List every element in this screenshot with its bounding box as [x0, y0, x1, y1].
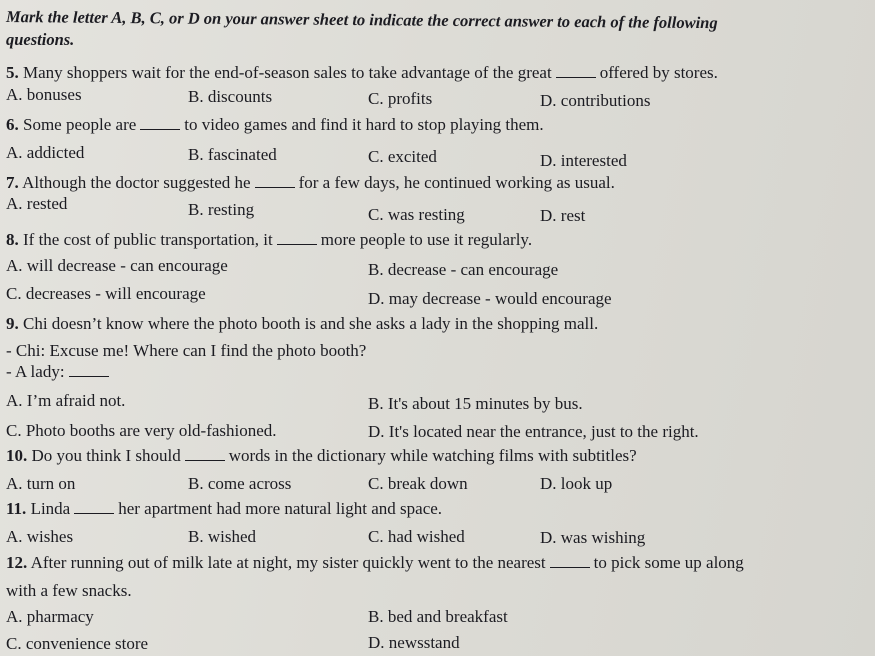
dialogue-line-lady: [6, 361, 113, 383]
option-b: B. wished: [188, 527, 256, 546]
instruction-line-2: questions.: [6, 30, 75, 49]
option-d: D. was wishing: [540, 528, 646, 547]
option-a: A. I’m afraid not.: [6, 391, 126, 410]
option-b: B. bed and breakfast: [368, 607, 508, 626]
dialogue-speaker: - A lady:: [6, 362, 65, 381]
option-c: C. break down: [368, 474, 468, 493]
question-text: After running out of milk late at night, my sister quickly went to the nearest: [30, 553, 546, 572]
option-d: D. look up: [540, 474, 613, 493]
question-6: [6, 114, 544, 136]
option-a: A. will decrease - can encourage: [6, 256, 228, 275]
question-12-continued: with a few snacks.: [6, 581, 132, 600]
question-text: If the cost of public transportation, it: [23, 230, 273, 249]
question-text: more people to use it regularly.: [320, 230, 533, 249]
question-number: 12.: [6, 553, 28, 572]
answer-blank: [185, 446, 225, 461]
option-d: D. rest: [540, 206, 586, 225]
question-text: words in the dictionary while watching films with subtitles?: [228, 446, 637, 465]
answer-blank: [255, 173, 295, 188]
answer-blank: [556, 63, 596, 78]
answer-blank: [140, 115, 180, 130]
option-b: B. decrease - can encourage: [368, 260, 559, 279]
option-b: B. resting: [188, 200, 255, 219]
question-number: 6.: [6, 115, 19, 134]
option-c: C. excited: [368, 147, 437, 166]
option-c: C. Photo booths are very old-fashioned.: [6, 421, 277, 440]
option-d: D. contributions: [540, 91, 651, 110]
question-number: 9.: [6, 314, 19, 333]
question-8: [6, 229, 532, 251]
question-text: Many shoppers wait for the end-of-season sales to take advantage of the great: [23, 63, 552, 82]
option-a: A. bonuses: [6, 85, 82, 104]
option-a: A. rested: [6, 194, 68, 213]
answer-blank: [277, 230, 317, 245]
option-c: C. convenience store: [6, 634, 149, 653]
question-text: Do you think I should: [31, 446, 181, 465]
option-d: D. may decrease - would encourage: [368, 289, 612, 308]
answer-blank: [74, 499, 114, 514]
option-a: A. turn on: [6, 474, 76, 493]
answer-blank: [550, 553, 590, 568]
option-b: B. discounts: [188, 87, 273, 106]
question-text: Chi doesn’t know where the photo booth is and she asks a lady in the shopping mall.: [23, 314, 599, 333]
option-a: A. wishes: [6, 527, 74, 546]
option-c: C. had wished: [368, 527, 465, 546]
question-text: to pick some up along: [593, 553, 744, 572]
question-7: [6, 172, 615, 194]
dialogue-line-chi: - Chi: Excuse me! Where can I find the photo booth?: [6, 341, 367, 360]
question-number: 10.: [6, 446, 28, 465]
question-5: [6, 62, 718, 84]
option-a: A. addicted: [6, 143, 85, 162]
question-text: to video games and find it hard to stop playing them.: [184, 115, 544, 134]
option-b: B. fascinated: [188, 145, 277, 164]
option-a: A. pharmacy: [6, 607, 94, 626]
question-9: [6, 313, 598, 335]
option-b: B. It's about 15 minutes by bus.: [368, 394, 583, 413]
question-number: 7.: [6, 173, 19, 192]
question-text: Linda: [30, 499, 71, 518]
question-number: 8.: [6, 230, 19, 249]
option-d: D. newsstand: [368, 633, 460, 652]
question-text: offered by stores.: [599, 63, 718, 82]
question-text: Some people are: [23, 115, 137, 134]
question-11: [6, 498, 442, 520]
option-c: C. decreases - will encourage: [6, 284, 206, 303]
question-12: [6, 552, 744, 574]
option-d: D. It's located near the entrance, just to the right.: [368, 422, 699, 441]
question-number: 11.: [6, 499, 27, 518]
question-10: [6, 445, 637, 467]
question-number: 5.: [6, 63, 19, 82]
question-text: for a few days, he continued working as usual.: [298, 173, 615, 192]
option-c: C. was resting: [368, 205, 465, 224]
question-text: Although the doctor suggested he: [22, 173, 251, 192]
instruction-line-1: Mark the letter A, B, C, or D on your answer sheet to indicate the correct answer to each of the following: [5, 7, 718, 33]
option-b: B. come across: [188, 474, 292, 493]
answer-blank: [69, 362, 109, 377]
option-c: C. profits: [368, 89, 433, 108]
question-text: her apartment had more natural light and space.: [118, 499, 443, 518]
option-d: D. interested: [540, 151, 627, 170]
